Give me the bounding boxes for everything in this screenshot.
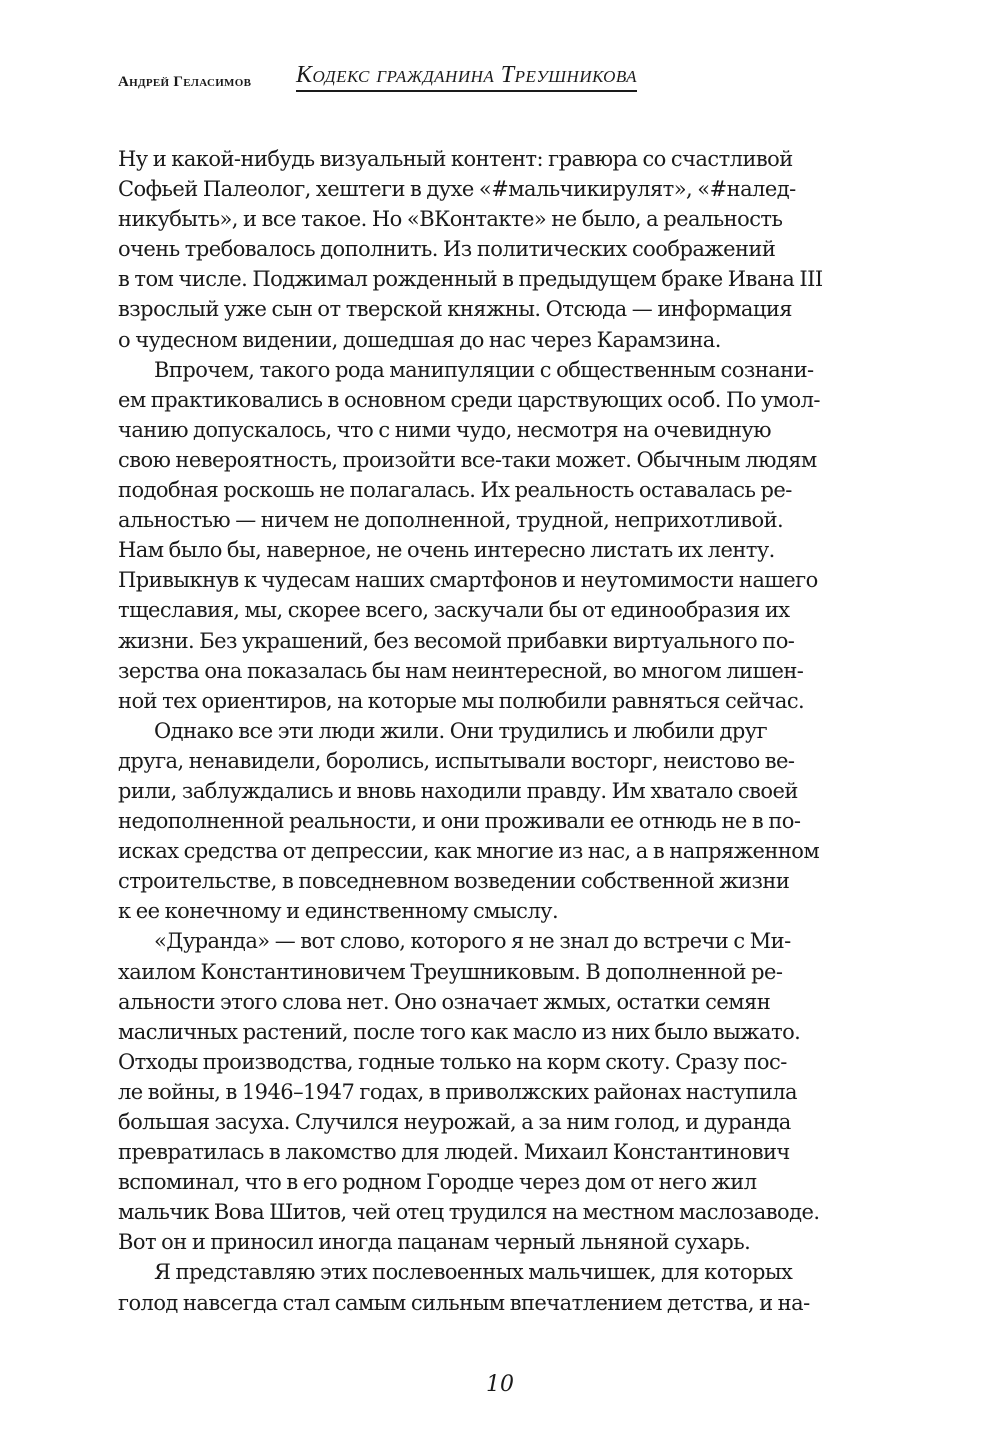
text-line: Отходы производства, годные только на корм скоту. Сразу пос- [118, 1049, 787, 1074]
body-text [118, 144, 894, 1318]
header-author: Андрей Геласимов [118, 74, 252, 90]
text-line: ной тех ориентиров, на которые мы полюбили равняться сейчас. [118, 688, 805, 713]
text-line: голод навсегда стал самым сильным впечатлением детства, и на- [118, 1290, 810, 1315]
text-line: Я представляю этих послевоенных мальчишек, для которых [154, 1260, 793, 1285]
text-line: о чудесном видении, дошедшая до нас через Карамзина. [118, 327, 721, 352]
header-book-title: Кодекс гражданина Треушникова [296, 62, 637, 92]
text-line: Вот он и приносил иногда пацанам черный льняной сухарь. [118, 1230, 751, 1255]
text-line: рили, заблуждались и вновь находили правду. Им хватало своей [118, 778, 798, 803]
text-line: вспоминал, что в его родном Городце через дом от него жил [118, 1170, 757, 1195]
text-line: Привыкнув к чудесам наших смартфонов и неутомимости нашего [118, 568, 818, 593]
text-line: Впрочем, такого рода манипуляции с общественным сознани- [154, 357, 814, 382]
text-line: зерства она показалась бы нам неинтересной, во многом лишен- [118, 658, 804, 683]
text-line: очень требовалось дополнить. Из политических соображений [118, 237, 776, 262]
text-line: альностью — ничем не дополненной, трудной, неприхотливой. [118, 508, 784, 533]
text-line: Однако все эти люди жили. Они трудились и любили друг [154, 718, 768, 743]
text-line: ем практиковались в основном среди царствующих особ. По умол- [118, 387, 820, 412]
text-line: мальчик Вова Шитов, чей отец трудился на местном маслозаводе. [118, 1200, 820, 1225]
text-line: свою невероятность, произойти все-таки может. Обычным людям [118, 447, 817, 472]
page-number: 10 [486, 1372, 514, 1397]
text-line: тщеславия, мы, скорее всего, заскучали бы от единообразия их [118, 598, 790, 623]
text-line: большая засуха. Случился неурожай, а за ним голод, и дуранда [118, 1110, 791, 1134]
text-line: взрослый уже сын от тверской княжны. Отсюда — информация [118, 297, 792, 322]
text-line: хаилом Константиновичем Треушниковым. В дополненной ре- [118, 959, 783, 984]
text-line: недополненной реальности, и они проживали ее отнюдь не в по- [118, 809, 801, 834]
text-line: Софьей Палеолог, хештеги в духе «#мальчикирулят», «#налед- [118, 177, 796, 202]
text-line: чанию допускалось, что с ними чудо, несмотря на очевидную [118, 417, 771, 442]
text-line: исках средства от депрессии, как многие из нас, а в напряженном [118, 839, 820, 864]
text-line: масличных растений, после того как масло из них было выжато. [118, 1019, 801, 1044]
text-line: Нам было бы, наверное, не очень интересно листать их ленту. [118, 538, 775, 563]
text-line: ле войны, в 1946–1947 годах, в приволжских районах наступила [118, 1079, 798, 1104]
running-header [118, 62, 898, 102]
text-line: жизни. Без украшений, без весомой прибавки виртуального по- [118, 628, 795, 653]
text-line: подобная роскошь не полагалась. Их реальность оставалась ре- [118, 478, 792, 503]
text-line: альности этого слова нет. Оно означает жмых, остатки семян [118, 989, 771, 1014]
text-line: строительстве, в повседневном возведении собственной жизни [118, 869, 790, 894]
text-line: Ну и какой-нибудь визуальный контент: гравюра со счастливой [118, 147, 793, 171]
text-line: друга, ненавидели, боролись, испытывали восторг, неистово ве- [118, 748, 795, 773]
text-line: превратилась в лакомство для людей. Михаил Константинович [118, 1140, 790, 1165]
text-line: в том числе. Поджимал рожденный в предыдущем браке Ивана III [118, 267, 823, 292]
text-line: «Дуранда» — вот слово, которого я не знал до встречи с Ми- [154, 929, 791, 954]
text-line: никубыть», и все такое. Но «ВКонтакте» не было, а реальность [118, 207, 783, 232]
text-line: к ее конечному и единственному смыслу. [118, 899, 559, 924]
